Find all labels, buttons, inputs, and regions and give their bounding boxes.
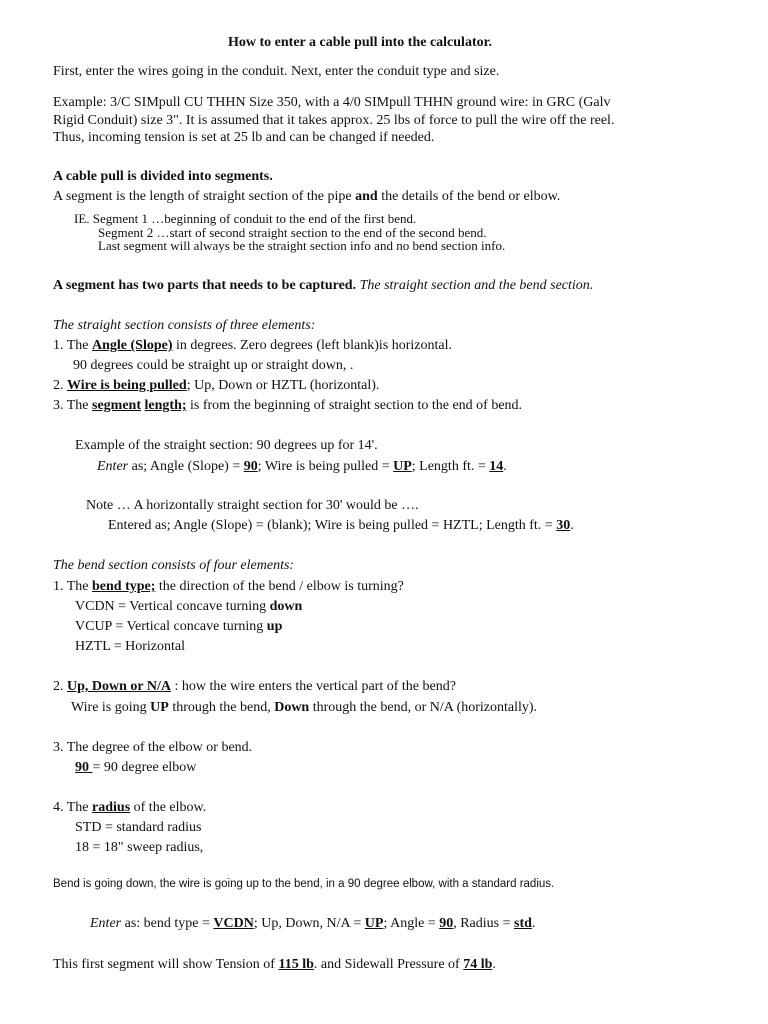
straight-note-line: Note … A horizontally straight section for 30' would be …. [86, 498, 419, 513]
result-text: This first segment will show Tension of [53, 957, 279, 972]
example-line-1: Example: 3/C SIMpull CU THHN Size 350, with a 4/0 SIMpull THHN ground wire: in GRC (Galv [53, 95, 611, 110]
result-tension-value: 115 lb [278, 957, 314, 972]
bend-item-2-key: Up, Down or N/A [67, 679, 171, 694]
straight-item-1 [53, 339, 452, 353]
straight-item-1-text: in degrees. Zero degrees (left blank)is horizontal. [172, 338, 453, 353]
segment-example-last: Last segment will always be the straight section info and no bend section info. [98, 238, 506, 253]
segment-definition-rest: the details of the bend or elbow. [377, 189, 561, 204]
bend-item-1 [53, 580, 404, 594]
bend-enter-direction-label: ; Up, Down, N/A = [253, 916, 365, 931]
bend-item-2-sub-up: UP [150, 700, 169, 715]
straight-item-1-sub: 90 degrees could be straight up or straight down, . [73, 358, 354, 373]
straight-enter-end: . [503, 459, 507, 474]
bend-item-4-num: 4. The [53, 800, 93, 815]
bend-item-1-text: the direction of the bend / elbow is turning? [155, 579, 404, 594]
bend-type-vcdn-text: VCDN = Vertical concave turning [75, 599, 270, 614]
bend-item-2-text: : how the wire enters the vertical part of the bend? [170, 679, 456, 694]
bend-summary: Bend is going down, the wire is going up to the bend, in a 90 degree elbow, with a standard radius. [53, 878, 555, 890]
segment-example-2: Segment 2 …start of second straight section to the end of the second bend. [98, 225, 487, 240]
intro-text: First, enter the wires going in the conduit. Next, enter the conduit type and size. [53, 64, 500, 79]
bend-radius-sweep: 18 = 18" sweep radius, [75, 840, 204, 855]
bend-type-vcup-direction: up [266, 619, 283, 634]
bend-item-3-text: = 90 degree elbow [92, 760, 197, 775]
bend-enter-type-label: as: bend type = [121, 916, 214, 931]
straight-enter-angle-label: as; Angle (Slope) = [128, 459, 244, 474]
bend-item-2-sub [71, 701, 537, 715]
straight-item-1-key: Angle (Slope) [92, 338, 173, 353]
two-parts-italic: The straight section and the bend section. [356, 278, 594, 293]
bend-enter-end: . [531, 916, 536, 931]
straight-enter-length-value: 14 [489, 459, 504, 474]
straight-enter-length-label: ; Length ft. = [411, 459, 490, 474]
result-text-2: . and Sidewall Pressure of [313, 957, 464, 972]
straight-item-2-text: ; Up, Down or HZTL (horizontal). [186, 378, 380, 393]
bend-enter-radius-label: , Radius = [453, 916, 514, 931]
bend-item-4-key: radius [92, 800, 131, 815]
bend-item-1-key: bend type; [92, 579, 156, 594]
bend-item-3: 3. The degree of the elbow or bend. [53, 740, 253, 755]
segment-definition-text: A segment is the length of straight section of the pipe [53, 189, 356, 204]
bend-type-hztl: HZTL = Horizontal [75, 639, 186, 654]
bend-item-2-sub-text-3: through the bend, or N/A (horizontally). [309, 700, 538, 715]
two-parts-line [53, 279, 593, 293]
bend-item-3-sub [75, 761, 196, 775]
segments-heading: A cable pull is divided into segments. [53, 169, 273, 184]
straight-item-3-num: 3. The [53, 398, 93, 413]
bend-enter-line [90, 917, 535, 931]
segment-definition-and: and [355, 189, 378, 204]
bend-item-2-num: 2. [53, 679, 67, 694]
straight-example-line: Example of the straight section: 90 degrees up for 14'. [75, 438, 378, 453]
straight-entered-length-value: 30 [556, 518, 571, 533]
bend-enter-radius-value: std [514, 916, 532, 931]
straight-enter-pulled-value: UP [393, 459, 412, 474]
straight-item-2-num: 2. [53, 378, 67, 393]
straight-entered-line [108, 519, 574, 533]
straight-entered-text: Entered as; Angle (Slope) = (blank); Wire is being pulled = HZTL; Length ft. = [108, 518, 557, 533]
bend-type-vcup [75, 620, 282, 634]
straight-item-3-key-segment: segment [92, 398, 142, 413]
bend-type-vcdn [75, 600, 302, 614]
bend-enter-type-value: VCDN [213, 916, 254, 931]
result-pressure-value: 74 lb [463, 957, 493, 972]
straight-enter-angle-value: 90 [243, 459, 258, 474]
bend-item-3-value: 90 [75, 760, 93, 775]
bend-radius-std: STD = standard radius [75, 820, 202, 835]
bend-item-2 [53, 680, 456, 694]
bend-item-1-num: 1. The [53, 579, 93, 594]
straight-enter-pulled-label: ; Wire is being pulled = [257, 459, 394, 474]
straight-item-2-key: Wire is being pulled [67, 378, 187, 393]
bend-type-vcdn-direction: down [269, 599, 303, 614]
bend-item-2-sub-down: Down [274, 700, 310, 715]
straight-item-3-text: is from the beginning of straight section to the end of bend. [186, 398, 523, 413]
straight-item-2 [53, 379, 379, 393]
segment-example-1: IE. Segment 1 …beginning of conduit to the end of the first bend. [74, 211, 417, 226]
bend-enter-angle-value: 90 [439, 916, 454, 931]
bend-item-2-sub-text-2: through the bend, [168, 700, 275, 715]
bend-item-2-sub-text: Wire is going [71, 700, 151, 715]
straight-enter-line [97, 460, 507, 474]
bend-enter-word: Enter [90, 916, 122, 931]
example-line-2: Rigid Conduit) size 3". It is assumed that it takes approx. 25 lbs of force to pull the wire off the reel. [53, 113, 615, 128]
bend-item-4 [53, 801, 206, 815]
straight-enter-word: Enter [97, 459, 129, 474]
document-title: How to enter a cable pull into the calculator. [228, 35, 493, 50]
straight-item-3-key-length: length; [144, 398, 187, 413]
segment-definition [53, 190, 560, 204]
straight-section-heading: The straight section consists of three elements: [53, 318, 316, 333]
two-parts-bold: A segment has two parts that needs to be captured. [53, 278, 357, 293]
example-line-3: Thus, incoming tension is set at 25 lb and can be changed if needed. [53, 130, 435, 145]
bend-enter-angle-label: ; Angle = [383, 916, 440, 931]
result-line [53, 958, 496, 972]
straight-entered-end: . [570, 518, 574, 533]
result-end: . [492, 957, 496, 972]
bend-type-vcup-text: VCUP = Vertical concave turning [75, 619, 267, 634]
bend-enter-direction-value: UP [364, 916, 384, 931]
straight-item-3 [53, 399, 522, 413]
straight-item-1-num: 1. The [53, 338, 93, 353]
bend-section-heading: The bend section consists of four elements: [53, 558, 295, 573]
bend-item-4-text: of the elbow. [130, 800, 207, 815]
